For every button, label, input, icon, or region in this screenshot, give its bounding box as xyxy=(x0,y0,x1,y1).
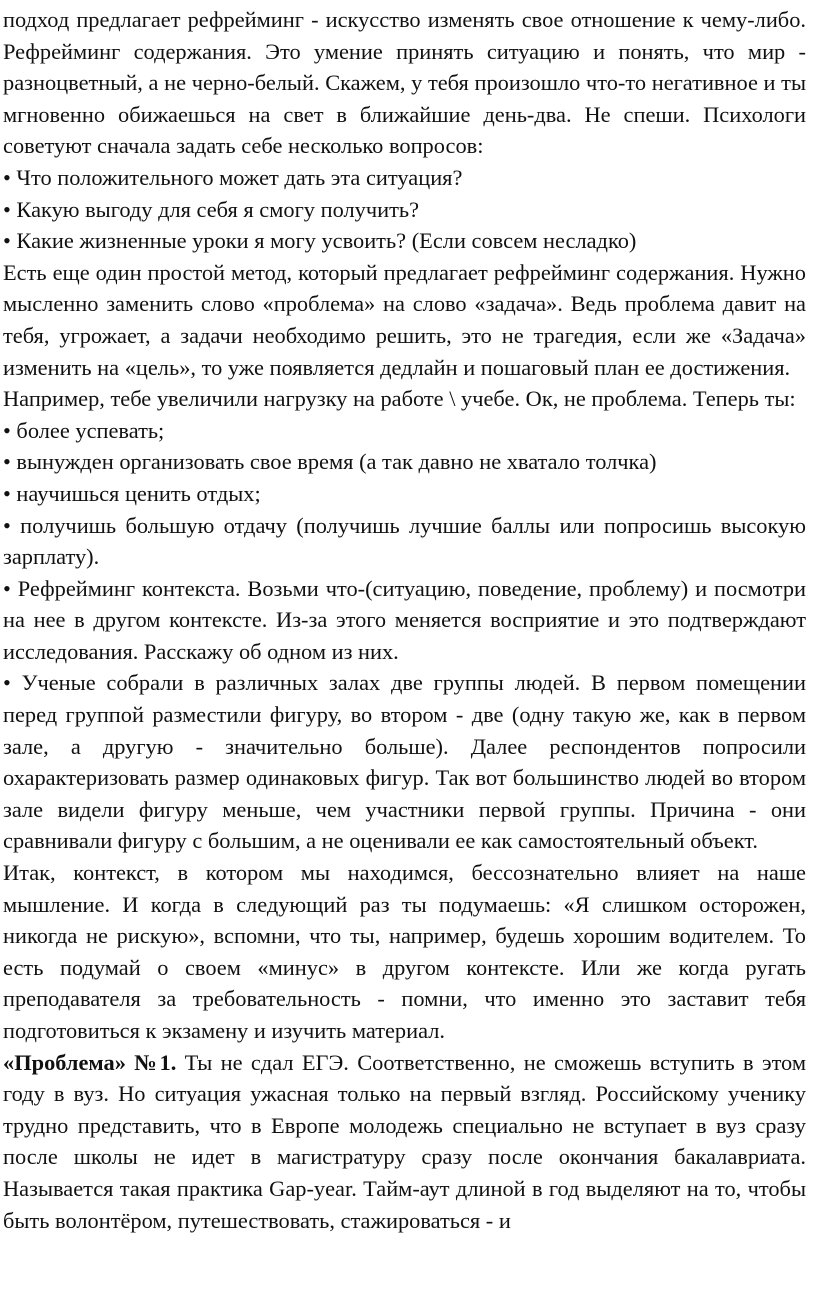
bullet-bigger-return: • получишь большую отдачу (получишь лучшие баллы или попросишь высокую зарплату). xyxy=(3,512,806,570)
paragraph-problem-task: Есть еще один простой метод, который предлагает рефрейминг содержания. Нужно мысленно заменить слово «проблема» на слово «задача». Ведь проблема давит на тебя, угрожает, а задачи необходимо решить, это не трагедия, если же «Задача» изменить на «цель», то уже появляется дедлайн и пошаговый план ее достижения. xyxy=(3,259,806,380)
problem-one-text: Ты не сдал ЕГЭ. Соответственно, не сможешь вступить в этом году в вуз. Но ситуация ужасная только на первый взгляд. Российскому ученику трудно представить, что в Европе молодежь специально не вступает в вуз сразу после школы не идет в магистратуру сразу после окончания бакалавриата. Называется такая практика Gap-year. Тайм-аут длиной в год выделяют на то, чтобы быть волонтёром, путешествовать, стажироваться - и xyxy=(3,1049,806,1233)
bullet-question-lessons: • Какие жизненные уроки я могу усвоить? (Если совсем несладко) xyxy=(3,228,637,254)
bullet-context-reframing: • Рефрейминг контекста. Возьми что-(ситуацию, поведение, проблему) и посмотри на нее в другом контексте. Из-за этого меняется восприятие и это подтверждают исследования. Расскажу об одном из них. xyxy=(3,575,806,664)
bullet-question-benefit: • Какую выгоду для себя я смогу получить? xyxy=(3,196,420,222)
paragraph-reframing-intro: подход предлагает рефрейминг - искусство изменять свое отношение к чему-либо. Рефрейминг содержания. Это умение принять ситуацию и понять, что мир - разноцветный, а не черно-белый. Скажем, у тебя произошло что-то негативное и ты мгновенно обижаешься на свет в ближайшие день-два. Не спеши. Психологи советуют сначала задать себе несколько вопросов: xyxy=(3,7,806,159)
bullet-organize-time: • вынужден организовать свое время (а так давно не хватало толчка) xyxy=(3,449,657,475)
bullet-question-positive: • Что положительного может дать эта ситуация? xyxy=(3,164,463,190)
paragraph-context-conclusion: Итак, контекст, в котором мы находимся, бессознательно влияет на наше мышление. И когда в следующий раз ты подумаешь: «Я слишком осторожен, никогда не рискую», вспомни, что ты, например, будешь хорошим водителем. То есть подумай о своем «минус» в другом контексте. Или же когда ругать преподавателя за требовательность - помни, что именно это заставит тебя подготовиться к экзамену и изучить материал. xyxy=(3,860,806,1043)
problem-one-label: «Проблема» №1. xyxy=(3,1049,177,1075)
bullet-value-rest: • научишься ценить отдых; xyxy=(3,480,261,506)
paragraph-problem-one xyxy=(3,1047,806,1237)
bullet-experiment: • Ученые собрали в различных залах две группы людей. В первом помещении перед группой разместили фигуру, во втором - две (одну такую же, как в первом зале, а другую - значительно больше). Далее респондентов попросили охарактеризовать размер одинаковых фигур. Так вот большинство людей во втором зале видели фигуру меньше, чем участники первой группы. Причина - они сравнивали фигуру с большим, а не оценивали ее как самостоятельный объект. xyxy=(3,670,806,854)
bullet-keep-up: • более успевать; xyxy=(3,417,165,443)
paragraph-workload-example: Например, тебе увеличили нагрузку на работе \ учебе. Ок, не проблема. Теперь ты: xyxy=(3,386,796,412)
